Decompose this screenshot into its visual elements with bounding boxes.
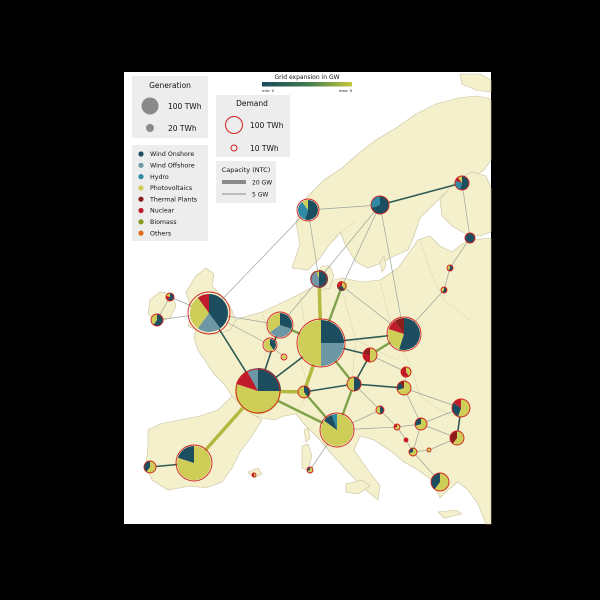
country-node [465,233,475,243]
tech-hydro-dot-icon [138,174,143,179]
generation-small-circle-icon [146,124,154,132]
country-node [298,386,310,398]
tech-thermal_plants-label: Thermal Plants [150,196,198,204]
country-node [376,406,384,414]
technology-legend [132,145,208,241]
tech-wind_onshore-dot-icon [138,151,143,156]
country-node [337,281,347,291]
country-node [431,473,449,491]
country-node [409,448,417,456]
country-node [297,199,319,221]
capacity-thick-label: 20 GW [252,179,273,187]
tech-wind_offshore-dot-icon [138,163,143,168]
tech-others-label: Others [150,230,172,238]
grid-expansion-min: min: 0 [262,88,275,93]
tech-biomass-label: Biomass [150,219,177,226]
demand-small-label: 10 TWh [250,144,279,153]
country-node [166,293,174,301]
country-node [151,314,163,326]
country-node [176,445,212,481]
country-node [347,377,361,391]
country-node [404,438,408,442]
capacity-title: Capacity (NTC) [221,166,271,174]
country-node [387,317,421,351]
generation-title: Generation [149,81,191,90]
demand-title: Demand [236,99,268,108]
tech-wind_offshore-label: Wind Offshore [150,162,195,170]
tech-nuclear-label: Nuclear [150,207,175,215]
country-node [427,448,431,452]
country-node [297,319,345,367]
generation-large-label: 100 TWh [168,102,202,111]
grid-expansion-max: max: 9 [338,88,352,93]
pie-slice-photovoltaics [282,355,286,359]
country-node [267,312,293,338]
tech-biomass-dot-icon [138,219,143,224]
country-node [415,418,427,430]
tech-hydro-label: Hydro [150,173,169,181]
demand-large-label: 100 TWh [250,121,284,130]
country-node [401,367,411,377]
country-node [394,424,400,430]
capacity-legend [216,161,276,203]
generation-large-circle-icon [142,98,159,115]
country-node [252,473,256,477]
grid-expansion-title: Grid expansion in GW [274,74,340,81]
generation-legend [132,76,208,138]
country-node [188,292,230,334]
tech-photovoltaics-label: Photovoltaics [150,185,193,193]
tech-wind_onshore-label: Wind Onshore [150,151,195,159]
demand-legend [216,95,290,157]
country-node [371,196,389,214]
country-node [363,348,377,362]
country-node [320,413,354,447]
country-node [310,270,328,288]
tech-thermal_plants-dot-icon [138,197,143,202]
country-node [263,338,277,352]
country-node [455,176,469,190]
country-node [144,461,156,473]
generation-small-label: 20 TWh [168,124,197,133]
country-node [307,467,313,473]
country-node [441,287,447,293]
country-node [452,399,470,417]
tech-nuclear-dot-icon [138,208,143,213]
grid-expansion-colorbar [262,82,352,87]
tech-others-dot-icon [138,231,143,236]
tech-photovoltaics-dot-icon [138,185,143,190]
capacity-thin-label: 5 GW [252,191,269,199]
country-node [447,265,453,271]
country-node [235,368,281,414]
country-node [450,431,464,445]
country-node [397,381,411,395]
